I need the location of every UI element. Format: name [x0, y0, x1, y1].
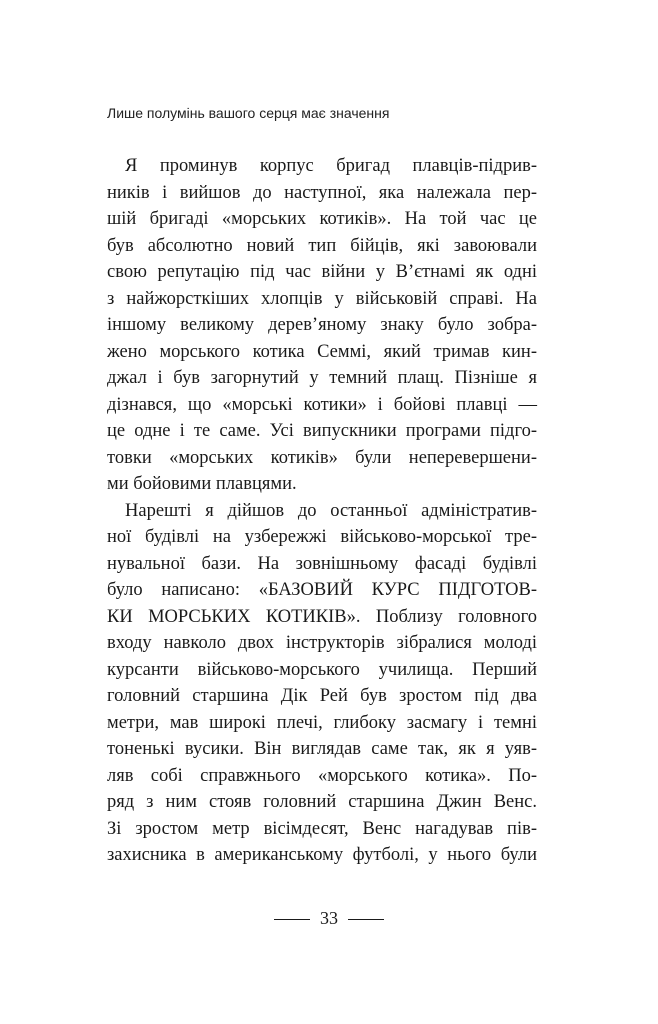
text-line: головний старшина Дік Рей був зростом під два: [107, 686, 537, 706]
text-line: джал і був загорнутий у темний плащ. Пізніше я: [107, 368, 537, 388]
text-line: захисника в американському футболі, у нього були: [107, 845, 537, 865]
text-line: метри, мав широкі плечі, глибоку засмагу і темні: [107, 712, 537, 733]
page-number: 33: [320, 908, 338, 928]
text-line: був абсолютно новий тип бійців, які завоювали: [107, 235, 537, 256]
folio-rule-left: [274, 919, 310, 920]
text-line: це одне і те саме. Усі випускники програми підго-: [107, 421, 537, 441]
text-line: ляв собі справжнього «морського котика». По-: [107, 765, 537, 786]
text-line: ної будівлі на узбережжі військово-морської тре-: [107, 527, 537, 547]
text-line: ряд з ним стояв головний старшина Джин Венс.: [107, 792, 537, 812]
text-line: ників і вийшов до наступної, яка належала пер-: [107, 182, 537, 203]
paragraph: [107, 153, 537, 498]
text-line: свою репутацію під час війни у В’єтнамі як одні: [107, 262, 537, 282]
page-number-footer: [0, 908, 658, 929]
text-line: тоненькі вусики. Він виглядав саме так, як я уяв-: [107, 739, 537, 759]
folio-rule-right: [348, 919, 384, 920]
text-line: іншому великому дерев’яному знаку було зобра-: [107, 315, 537, 335]
paragraph: [107, 498, 537, 869]
text-line: нувальної бази. На зовнішньому фасаді будівлі: [107, 553, 537, 574]
running-head: Лише полумінь вашого серця має значення: [107, 105, 390, 121]
text-line: курсанти військово-морського училища. Перший: [107, 659, 537, 680]
text-line: дізнався, що «морські котики» і бойові плавці —: [107, 394, 537, 415]
text-line: з найжорсткіших хлопців у військовій справі. На: [107, 288, 537, 309]
text-line: Нарешті я дійшов до останньої адміністратив-: [125, 500, 537, 521]
text-line: жено морського котика Семмі, який тримав кин-: [107, 341, 537, 362]
text-line: КИ МОРСЬКИХ КОТИКІВ». Поблизу головного: [107, 606, 537, 627]
text-line: шій бригаді «морських котиків». На той час це: [107, 209, 537, 229]
text-line: входу навколо двох інструкторів зібралися молоді: [107, 633, 537, 653]
text-line: ми бойовими плавцями.: [107, 474, 297, 494]
text-line: було написано: «БАЗОВИЙ КУРС ПІДГОТОВ-: [107, 580, 537, 600]
text-line: Зі зростом метр вісімдесят, Венс нагадував пів-: [107, 818, 537, 839]
text-line: товки «морських котиків» були неперевершени-: [107, 447, 537, 468]
text-line: Я проминув корпус бригад плавців-підрив-: [125, 156, 537, 176]
body-text: [107, 153, 537, 869]
